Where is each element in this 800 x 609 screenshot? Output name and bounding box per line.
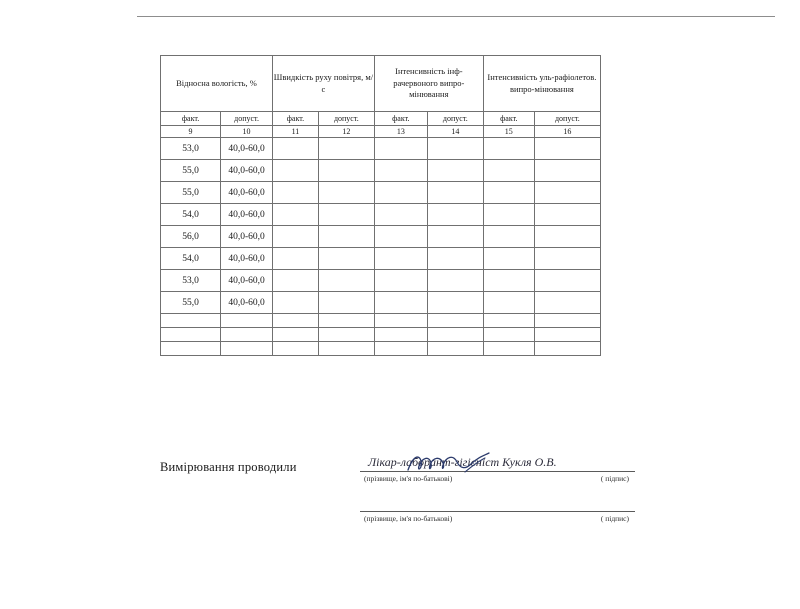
column-number-13: 13 [374,126,427,138]
signature-caption-2-left: (прізвище, ім'я по-батькові) [364,514,453,523]
cell-air-allowed [318,138,374,160]
cell-ir-fact [374,248,427,270]
cell-empty [318,342,374,356]
cell-humidity-allowed: 40,0-60,0 [221,160,273,182]
cell-uv-fact [483,182,534,204]
table-row [161,204,601,226]
cell-humidity-allowed: 40,0-60,0 [221,292,273,314]
cell-ir-allowed [427,160,483,182]
cell-air-fact [273,270,319,292]
column-number-14: 14 [427,126,483,138]
cell-air-allowed [318,160,374,182]
table-row [161,292,601,314]
cell-empty [161,314,221,328]
cell-ir-allowed [427,138,483,160]
cell-air-allowed [318,248,374,270]
cell-air-fact [273,292,319,314]
cell-humidity-allowed: 40,0-60,0 [221,226,273,248]
cell-humidity-allowed: 40,0-60,0 [221,182,273,204]
cell-air-fact [273,204,319,226]
cell-empty [374,328,427,342]
cell-empty [427,314,483,328]
cell-air-fact [273,138,319,160]
signature-caption-1-right: ( підпис) [600,474,629,483]
cell-air-fact [273,160,319,182]
cell-air-allowed [318,292,374,314]
cell-humidity-fact: 56,0 [161,226,221,248]
signatory-name-1: Лікар-лаборант-гігієніст Кукля О.В. [368,455,557,469]
cell-air-allowed [318,226,374,248]
signature-caption-1 [360,472,635,483]
column-number-9: 9 [161,126,221,138]
table-row [161,342,601,356]
table-row [161,328,601,342]
signature-entry-2 [360,495,635,523]
cell-empty [273,342,319,356]
cell-empty [221,314,273,328]
cell-humidity-fact: 53,0 [161,270,221,292]
subcolumn-humidity-fact: факт. [161,112,221,126]
cell-empty [161,342,221,356]
cell-humidity-fact: 55,0 [161,160,221,182]
cell-empty [427,328,483,342]
cell-uv-allowed [534,182,600,204]
cell-uv-allowed [534,204,600,226]
cell-ir-allowed [427,204,483,226]
cell-ir-fact [374,160,427,182]
table-header-sub-row [161,112,601,126]
column-number-10: 10 [221,126,273,138]
cell-empty [483,314,534,328]
signature-caption-2 [360,512,635,523]
cell-empty [483,342,534,356]
subcolumn-ir-allowed: допуст. [427,112,483,126]
subcolumn-ir-fact: факт. [374,112,427,126]
cell-empty [318,314,374,328]
cell-uv-allowed [534,160,600,182]
cell-humidity-allowed: 40,0-60,0 [221,248,273,270]
measurements-table-container [160,55,601,356]
table-header [161,56,601,138]
signature-caption-1-left: (прізвище, ім'я по-батькові) [364,474,453,483]
cell-empty [273,314,319,328]
measurements-table [160,55,601,356]
page-top-rule [137,16,775,17]
column-number-12: 12 [318,126,374,138]
cell-air-allowed [318,270,374,292]
cell-uv-fact [483,292,534,314]
cell-humidity-fact: 53,0 [161,138,221,160]
cell-ir-fact [374,226,427,248]
cell-empty [534,342,600,356]
cell-empty [374,342,427,356]
cell-empty [374,314,427,328]
signatory-name-2 [360,495,635,511]
column-group-humidity: Відносна вологість, % [161,56,273,112]
signature-caption-2-right: ( підпис) [600,514,629,523]
column-number-11: 11 [273,126,319,138]
signature-entry-1 [360,455,635,483]
column-number-15: 15 [483,126,534,138]
cell-air-allowed [318,204,374,226]
table-header-group-row [161,56,601,112]
subcolumn-humidity-allowed: допуст. [221,112,273,126]
cell-empty [427,342,483,356]
cell-uv-allowed [534,292,600,314]
cell-empty [483,328,534,342]
table-body [161,138,601,356]
cell-uv-allowed [534,270,600,292]
cell-humidity-allowed: 40,0-60,0 [221,138,273,160]
cell-humidity-allowed: 40,0-60,0 [221,204,273,226]
subcolumn-uv-fact: факт. [483,112,534,126]
cell-empty [534,328,600,342]
cell-uv-allowed [534,248,600,270]
cell-air-allowed [318,182,374,204]
subcolumn-air-fact: факт. [273,112,319,126]
cell-ir-fact [374,182,427,204]
column-group-infrared: Інтенсивність інф-рачервоного випро-мінювання [374,56,483,112]
cell-uv-fact [483,226,534,248]
cell-ir-allowed [427,182,483,204]
column-group-air-speed: Швидкість руху повітря, м/с [273,56,375,112]
cell-ir-fact [374,270,427,292]
table-row [161,226,601,248]
cell-ir-allowed [427,270,483,292]
cell-air-fact [273,226,319,248]
cell-uv-fact [483,160,534,182]
cell-uv-allowed [534,226,600,248]
cell-humidity-fact: 54,0 [161,248,221,270]
table-row [161,160,601,182]
cell-uv-fact [483,138,534,160]
cell-uv-fact [483,248,534,270]
table-header-number-row [161,126,601,138]
cell-empty [318,328,374,342]
cell-air-fact [273,248,319,270]
cell-humidity-fact: 54,0 [161,204,221,226]
cell-empty [273,328,319,342]
subcolumn-uv-allowed: допуст. [534,112,600,126]
table-row [161,314,601,328]
cell-empty [221,342,273,356]
cell-uv-fact [483,204,534,226]
subcolumn-air-allowed: допуст. [318,112,374,126]
cell-ir-fact [374,204,427,226]
cell-ir-allowed [427,226,483,248]
column-number-16: 16 [534,126,600,138]
cell-ir-allowed [427,292,483,314]
cell-empty [534,314,600,328]
column-group-ultraviolet: Інтенсивність уль-рафіолетов. випро-мінювання [483,56,600,112]
cell-humidity-fact: 55,0 [161,182,221,204]
table-row [161,248,601,270]
table-row [161,138,601,160]
cell-empty [221,328,273,342]
cell-humidity-allowed: 40,0-60,0 [221,270,273,292]
cell-uv-allowed [534,138,600,160]
table-row [161,270,601,292]
measurements-performed-by-label: Вимірювання проводили [160,460,297,474]
table-row [161,182,601,204]
cell-air-fact [273,182,319,204]
cell-ir-allowed [427,248,483,270]
cell-uv-fact [483,270,534,292]
cell-humidity-fact: 55,0 [161,292,221,314]
cell-ir-fact [374,138,427,160]
cell-empty [161,328,221,342]
cell-ir-fact [374,292,427,314]
